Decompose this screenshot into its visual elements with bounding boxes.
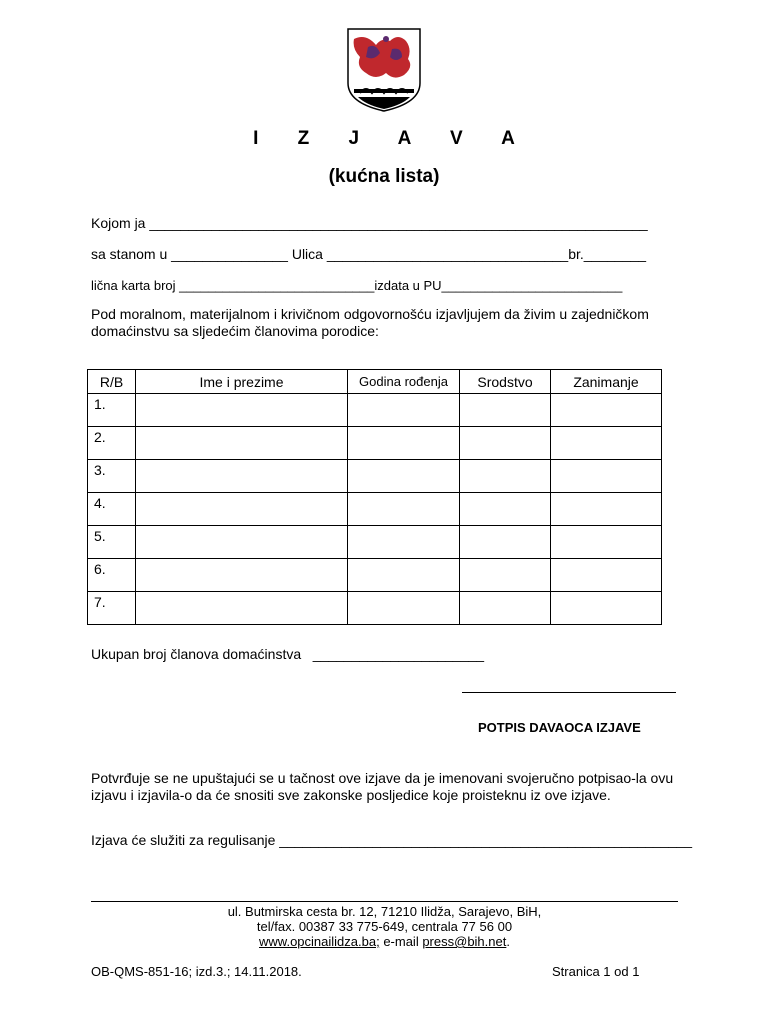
cell-rb: 2.	[88, 427, 136, 460]
confirmation-text: Potvrđuje se ne upuštajući se u tačnost ove izjave da je imenovani svojeručno potpisao-la ovu izjavu i izjavila-o da će snositi sve zakonske posljedice koje proisteknu iz ove izjave.	[91, 770, 674, 803]
cell-rb: 1.	[88, 394, 136, 427]
footer-address: ul. Butmirska cesta br. 12, 71210 Ilidža, Sarajevo, BiH,	[227, 904, 542, 919]
cell-rb: 5.	[88, 526, 136, 559]
id-card-field-line[interactable]: lična karta broj ___________________________izdata u PU_________________________	[91, 278, 623, 293]
document-title: I Z J A V A	[253, 128, 532, 149]
cell-name[interactable]	[136, 559, 348, 592]
cell-relation[interactable]	[460, 559, 551, 592]
footer-contacts	[91, 934, 678, 949]
address-field-line[interactable]: sa stanom u _______________ Ulica _______________________________br.________	[91, 246, 647, 262]
page-number: Stranica 1 od 1	[552, 964, 640, 979]
cell-relation[interactable]	[460, 592, 551, 625]
cell-rb: 4.	[88, 493, 136, 526]
email-link[interactable]: press@bih.net	[422, 934, 507, 949]
document-id: OB-QMS-851-16; izd.3.; 14.11.2018.	[91, 964, 302, 979]
column-header-name: Ime i prezime	[136, 370, 348, 394]
footer-phone: tel/fax. 00387 33 775-649, centrala 77 56 00	[256, 919, 513, 934]
cell-birth-year[interactable]	[348, 394, 460, 427]
cell-birth-year[interactable]	[348, 493, 460, 526]
website-link[interactable]: www.opcinailidza.ba;	[259, 934, 380, 949]
household-members-table	[87, 369, 662, 625]
table-row	[88, 460, 662, 493]
purpose-field-line[interactable]: Izjava će služiti za regulisanje _____________________________________________________	[91, 832, 692, 848]
document-subtitle: (kućna lista)	[328, 166, 440, 187]
cell-name[interactable]	[136, 526, 348, 559]
table-row	[88, 592, 662, 625]
column-header-relation: Srodstvo	[460, 370, 551, 394]
cell-occupation[interactable]	[551, 427, 662, 460]
column-header-birth-year: Godina rođenja	[348, 370, 460, 394]
cell-occupation[interactable]	[551, 394, 662, 427]
table-row	[88, 427, 662, 460]
table-row	[88, 526, 662, 559]
cell-name[interactable]	[136, 427, 348, 460]
cell-relation[interactable]	[460, 427, 551, 460]
cell-rb: 6.	[88, 559, 136, 592]
cell-name[interactable]	[136, 394, 348, 427]
cell-birth-year[interactable]	[348, 427, 460, 460]
cell-name[interactable]	[136, 493, 348, 526]
cell-name[interactable]	[136, 460, 348, 493]
total-members-field[interactable]: Ukupan broj članova domaćinstva ______________________	[91, 646, 485, 662]
cell-rb: 7.	[88, 592, 136, 625]
column-header-rb: R/B	[88, 370, 136, 394]
cell-occupation[interactable]	[551, 559, 662, 592]
cell-occupation[interactable]	[551, 592, 662, 625]
footer-divider	[91, 901, 678, 902]
signature-line[interactable]	[462, 692, 676, 693]
table-row	[88, 493, 662, 526]
cell-relation[interactable]	[460, 460, 551, 493]
cell-occupation[interactable]	[551, 526, 662, 559]
cell-birth-year[interactable]	[348, 460, 460, 493]
cell-rb: 3.	[88, 460, 136, 493]
email-suffix: .	[506, 934, 510, 949]
cell-birth-year[interactable]	[348, 592, 460, 625]
cell-birth-year[interactable]	[348, 559, 460, 592]
table-header-row	[88, 370, 662, 394]
cell-occupation[interactable]	[551, 460, 662, 493]
cell-relation[interactable]	[460, 493, 551, 526]
cell-relation[interactable]	[460, 394, 551, 427]
table-row	[88, 559, 662, 592]
cell-name[interactable]	[136, 592, 348, 625]
municipality-coat-of-arms	[346, 27, 422, 113]
table-row	[88, 394, 662, 427]
cell-relation[interactable]	[460, 526, 551, 559]
cell-occupation[interactable]	[551, 493, 662, 526]
name-field-line[interactable]: Kojom ja ________________________________________________________________	[91, 215, 648, 231]
signature-label: POTPIS DAVAOCA IZJAVE	[478, 720, 641, 735]
column-header-occupation: Zanimanje	[551, 370, 662, 394]
email-prefix: e-mail	[379, 934, 423, 949]
declaration-text: Pod moralnom, materijalnom i krivičnom odgovornošću izjavljujem da živim u zajedničkom domaćinstvu sa sljedećim članovima porodice:	[91, 306, 649, 339]
cell-birth-year[interactable]	[348, 526, 460, 559]
